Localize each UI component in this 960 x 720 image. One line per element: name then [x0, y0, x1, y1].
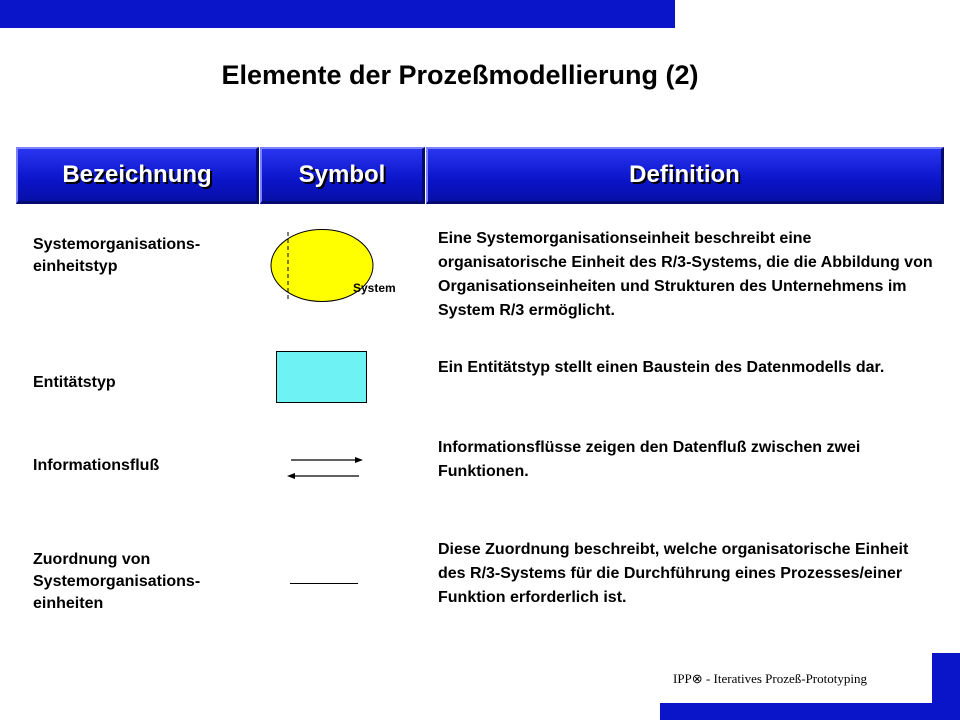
- row-label-systemorganisation: Systemorganisations- einheitstyp: [33, 236, 201, 275]
- footer-brand: IPP: [673, 671, 692, 686]
- symbol-caption-system: System: [353, 281, 396, 295]
- information-flow-arrows-icon: [285, 452, 365, 488]
- bottom-accent-bar: [932, 653, 960, 705]
- bottom-accent-strip: [660, 703, 960, 720]
- header-symbol: Symbol: [260, 147, 425, 204]
- row-definition-entitaetstyp: Ein Entitätstyp stellt einen Baustein des Datenmodells dar.: [438, 359, 885, 376]
- row-label-entitaetstyp: Entitätstyp: [33, 374, 116, 391]
- slide-title: Elemente der Prozeßmodellierung (2): [221, 60, 699, 90]
- footer: [673, 671, 867, 687]
- top-accent-bar: [0, 0, 675, 28]
- footer-text: - Iteratives Prozeß-Prototyping: [702, 671, 867, 686]
- row-definition-zuordnung: Diese Zuordnung beschreibt, welche organisatorische Einheit des R/3-Systems für die Durchführung eines Prozesses/einer Funktion erforderlich ist.: [438, 541, 909, 606]
- row-definition-systemorganisation: Eine Systemorganisationseinheit beschreibt eine organisatorische Einheit des R/3-Systems, die die Abbildung von Organisationseinheiten und Strukturen des Unternehmens im System R/3 ermöglicht.: [438, 230, 933, 319]
- header-definition: Definition: [426, 147, 944, 204]
- row-label-zuordnung: Zuordnung von Systemorganisations- einheiten: [33, 551, 201, 612]
- footer-logo-icon: ⊗: [691, 671, 703, 686]
- assignment-line-symbol: [290, 583, 358, 584]
- header-bezeichnung: Bezeichnung: [16, 147, 259, 204]
- row-label-informationsfluss: Informationsfluß: [33, 457, 160, 474]
- entity-type-symbol: [276, 351, 367, 403]
- row-definition-informationsfluss: Informationsflüsse zeigen den Datenfluß zwischen zwei Funktionen.: [438, 439, 861, 480]
